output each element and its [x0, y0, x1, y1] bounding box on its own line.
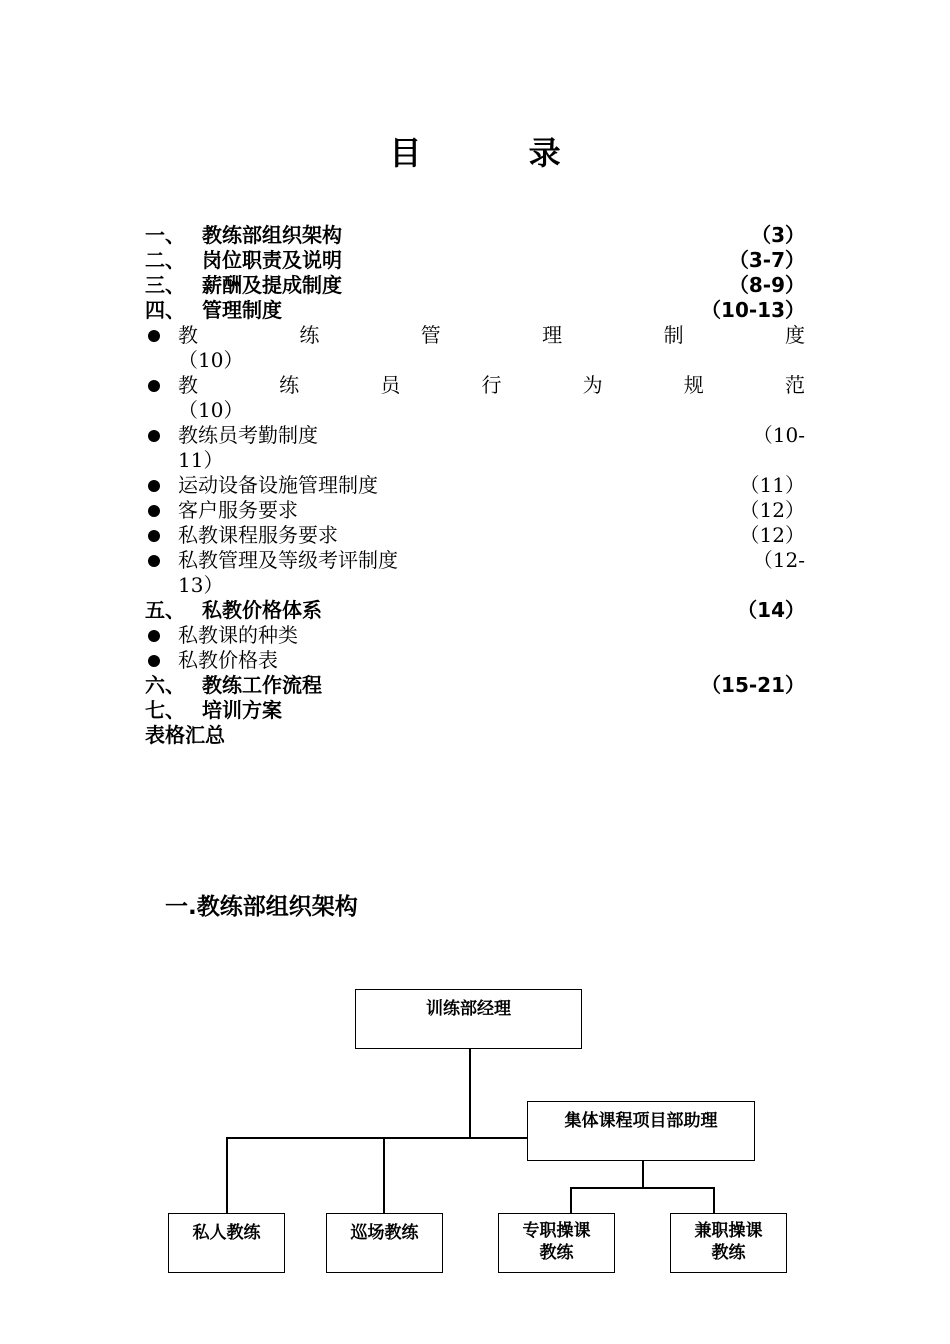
org-box-private-coach — [168, 1213, 285, 1273]
toc-item-label: 私教价格体系 — [202, 598, 322, 622]
org-box-manager — [355, 989, 582, 1049]
label-char: 行 — [481, 373, 502, 397]
toc-subitem-pages: （10- — [752, 423, 805, 447]
toc-item-label: 岗位职责及说明 — [202, 248, 342, 272]
toc-item-label: 教练工作流程 — [202, 673, 322, 697]
connector-line — [713, 1187, 715, 1214]
toc-item-label: 表格汇总 — [145, 723, 225, 747]
label-char: 管 — [420, 323, 441, 347]
org-box-label: 教练 — [711, 1243, 746, 1263]
toc-subitem-label: 私教价格表 — [178, 648, 278, 672]
org-box-label: 集体课程项目部助理 — [564, 1111, 718, 1131]
toc-subitem-pages: （10） — [178, 348, 244, 372]
toc-subitem-pages: （12- — [752, 548, 805, 572]
org-box-fulltime-coach — [498, 1213, 615, 1273]
label-char: 理 — [542, 323, 563, 347]
toc-subitem-pages: （11） — [739, 473, 805, 497]
toc-item-number: 七、 — [145, 698, 185, 722]
connector-line — [642, 1160, 644, 1187]
org-box-patrol-coach — [326, 1213, 443, 1273]
toc-item-pages: （15-21） — [701, 673, 805, 697]
toc-subitem-pages: （12） — [739, 498, 805, 522]
label-char: 练 — [279, 373, 300, 397]
toc-subitem-pages: 11） — [178, 448, 224, 472]
toc-subitem-pages: （12） — [739, 523, 805, 547]
toc-subitem-pages: （10） — [178, 398, 244, 422]
toc-subitem-pages: 13） — [178, 573, 224, 597]
org-box-assistant — [527, 1101, 755, 1161]
label-char: 教 — [178, 373, 198, 397]
connector-line — [226, 1137, 528, 1139]
toc-subitem-label: 教练员考勤制度 — [178, 423, 318, 447]
toc-item-pages: （3） — [751, 223, 805, 247]
toc-subitem-label: 运动设备设施管理制度 — [178, 473, 378, 497]
toc-item-label: 培训方案 — [202, 698, 282, 722]
toc-item-label: 管理制度 — [202, 298, 282, 322]
connector-line — [226, 1137, 228, 1214]
org-box-label: 兼职操课 — [694, 1221, 763, 1241]
org-box-label: 训练部经理 — [426, 999, 511, 1019]
label-char: 制 — [663, 323, 684, 347]
toc-item-number: 一、 — [145, 223, 185, 247]
label-char: 教 — [178, 323, 198, 347]
toc-item-number: 四、 — [145, 298, 185, 322]
org-box-label: 教练 — [539, 1243, 574, 1263]
toc-subitem-label: 私教课程服务要求 — [178, 523, 338, 547]
toc-item-number: 三、 — [145, 273, 185, 297]
org-box-label: 私人教练 — [192, 1223, 261, 1243]
toc-item-pages: （10-13） — [701, 298, 805, 322]
toc-item-number: 六、 — [145, 673, 185, 697]
connector-line — [570, 1187, 715, 1189]
toc-item-pages: （14） — [737, 598, 805, 622]
page-title: 目 录 — [389, 134, 609, 172]
toc-item-pages: （3-7） — [728, 248, 805, 272]
org-box-parttime-coach — [670, 1213, 787, 1273]
org-box-label: 巡场教练 — [350, 1223, 419, 1243]
toc-subitem-label: 私教课的种类 — [178, 623, 298, 647]
label-char: 练 — [299, 323, 320, 347]
org-box-label: 专职操课 — [522, 1221, 591, 1241]
connector-line — [469, 1048, 471, 1138]
toc-item-number: 五、 — [145, 598, 185, 622]
toc-item-label: 薪酬及提成制度 — [202, 273, 342, 297]
connector-line — [570, 1187, 572, 1214]
toc-subitem-label: 私教管理及等级考评制度 — [178, 548, 398, 572]
label-char: 度 — [784, 323, 805, 347]
toc-item-number: 二、 — [145, 248, 185, 272]
label-char: 员 — [380, 373, 401, 397]
toc-item-label: 教练部组织架构 — [202, 223, 342, 247]
label-char: 为 — [582, 373, 603, 397]
connector-line — [383, 1137, 385, 1214]
toc-subitem-label: 客户服务要求 — [178, 498, 298, 522]
label-char: 规 — [683, 373, 704, 397]
toc-item-pages: （8-9） — [728, 273, 805, 297]
label-char: 范 — [784, 373, 805, 397]
section-heading: 一.教练部组织架构 — [165, 894, 358, 920]
